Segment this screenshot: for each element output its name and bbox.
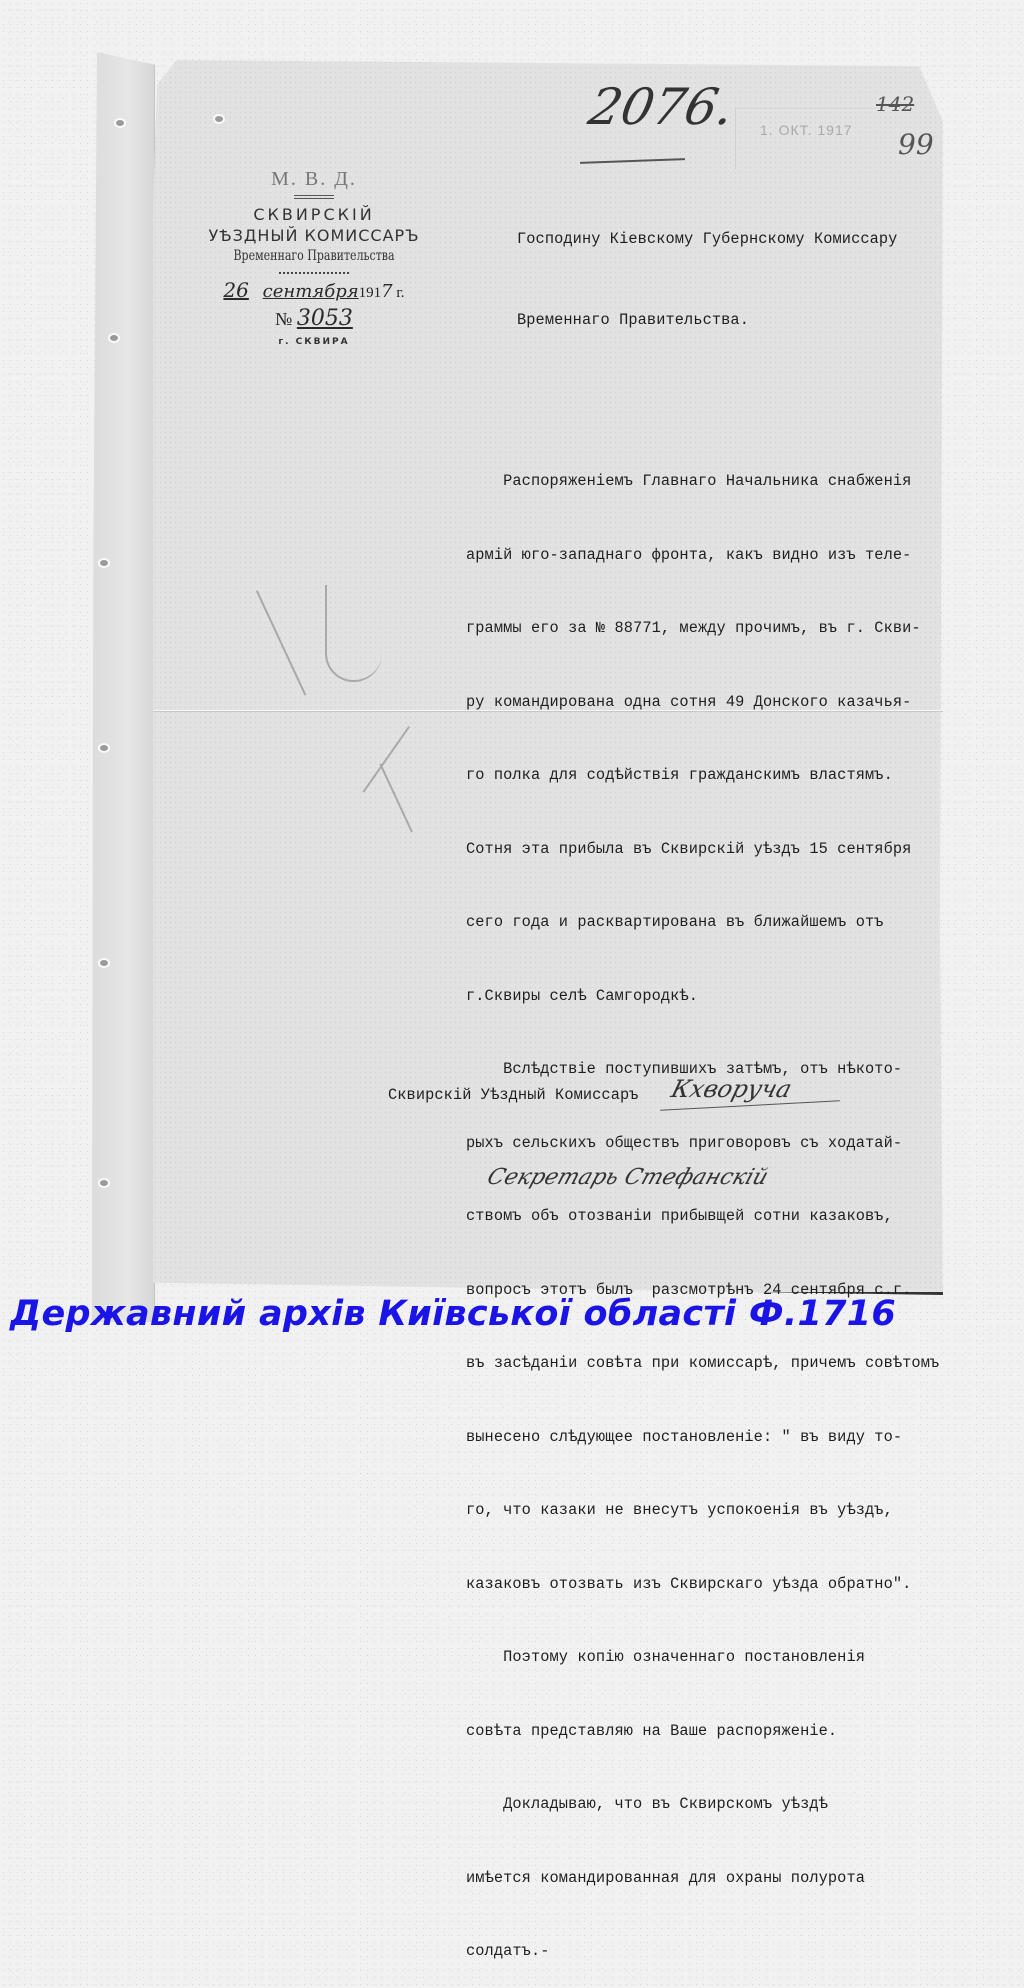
binding-hole — [116, 120, 124, 126]
binding-hole — [100, 960, 108, 966]
date-year-prefix: 191 — [358, 285, 382, 301]
archive-old-number: 142 — [876, 92, 915, 116]
stamp-divider — [294, 195, 334, 199]
pencil-mark — [325, 585, 382, 682]
stamp-government: Временнаго Правительства — [233, 247, 395, 264]
binding-hole — [100, 560, 108, 566]
binding-strip — [92, 52, 155, 1322]
body-line: вынесено слѣдующее постановленіе: " въ виду то- — [466, 1427, 903, 1446]
body-line: рыхъ сельскихъ обществъ приговоровъ съ ходатай- — [466, 1133, 903, 1152]
received-stamp: 1. OКТ. 1917 — [760, 122, 853, 138]
date-g: г. — [396, 285, 405, 301]
received-stamp-frame — [735, 108, 876, 169]
stamp-district: СКВИРСКІЙ — [253, 205, 375, 224]
body-line: Сотня эта прибыла въ Сквирскій уѣздъ 15 сентября — [466, 839, 912, 858]
number-sign: № — [275, 309, 293, 329]
addressee-line: Временнаго Правительства. — [517, 311, 749, 329]
body-line: вопросъ этотъ былъ разсмотрѣнъ 24 сентября с.г. — [466, 1280, 912, 1299]
binding-hole — [100, 745, 108, 751]
body-line: Распоряженіемъ Главнаго Начальника снабженія — [466, 472, 912, 490]
signature-title: Сквирскій Уѣздный Комиссаръ — [388, 1086, 639, 1104]
date-month: сентября — [262, 281, 359, 302]
stamp-city: г. СКВИРА — [278, 337, 350, 347]
body-line: Поэтому копію означеннаго постановленія — [466, 1648, 866, 1666]
commissar-signature: Кхвоpуча — [668, 1075, 795, 1103]
outgoing-number: 3053 — [296, 306, 353, 331]
punch-hole — [215, 116, 223, 122]
body-line: ствомъ объ отозваніи прибывщей сотни казаковъ, — [466, 1207, 893, 1225]
commissar-stamp — [194, 168, 434, 347]
binding-hole — [110, 335, 118, 341]
stamp-number — [194, 306, 434, 331]
body-line: сего года и расквартирована въ ближайшемъ отъ — [466, 913, 884, 931]
archive-caption: Державний архів Київської області Ф.1716 — [10, 1294, 897, 1334]
body-line: солдатъ.- — [466, 1942, 550, 1960]
stamp-office: УѢЗДНЫЙ КОМИССАРЪ — [208, 226, 420, 245]
stamp-date — [194, 278, 434, 302]
body-line: граммы его за № 88771, между прочимъ, въ г. Скви- — [466, 619, 921, 637]
body-line: го полка для содѣйствія гражданскимъ властямъ. — [466, 766, 893, 784]
binding-hole — [100, 1180, 108, 1186]
body-line: го, что казаки не внесутъ успокоенія въ уѣздъ, — [466, 1501, 893, 1519]
body-line: въ засѣданіи совѣта при комиссарѣ, причемъ совѣтомъ — [466, 1354, 940, 1372]
secretary-signature: Секретарь Стефанскій — [483, 1165, 772, 1190]
stamp-divider — [279, 268, 349, 274]
body-line: совѣта представляю на Ваше распоряженіе. — [466, 1721, 838, 1740]
addressee — [517, 172, 897, 361]
body-line: имѣется командированная для охраны полурота — [466, 1868, 866, 1887]
body-line: г.Сквиры селѣ Самгородкѣ. — [466, 986, 698, 1005]
stamp-ministry: М. В. Д. — [271, 168, 357, 190]
registration-number: 2076. — [583, 78, 740, 136]
body-line: армій юго-западнаго фронта, какъ видно изъ теле- — [466, 545, 912, 564]
date-year-suffix: 7 — [381, 281, 393, 302]
body-line: казаковъ отозвать изъ Сквирскаго уѣзда обратно". — [466, 1574, 912, 1593]
body-line: ру командирована одна сотня 49 Донского казачья- — [466, 692, 912, 711]
addressee-line: Господину Кіевскому Губернскому Комиссару — [517, 230, 898, 248]
date-day: 26 — [223, 278, 249, 302]
archive-sheet-number: 99 — [898, 128, 934, 161]
body-line: Докладываю, что въ Сквирскомъ уѣздѣ — [466, 1795, 828, 1813]
body-line: Вслѣдствіе поступившихъ затѣмъ, отъ нѣкото- — [466, 1060, 903, 1078]
letter-body — [466, 420, 939, 1988]
